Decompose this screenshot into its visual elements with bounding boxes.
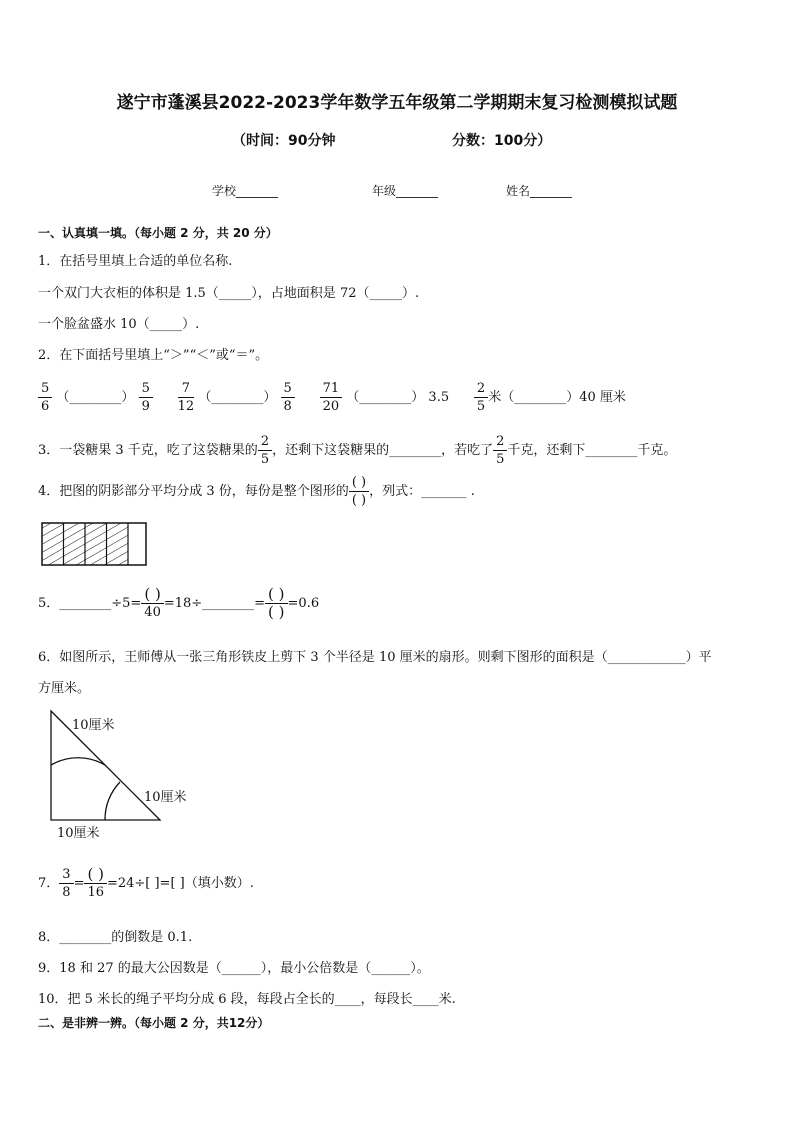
decimal-value: 3.5: [428, 390, 450, 405]
fraction: $\frac{71}{20}$: [320, 380, 343, 415]
fraction: $\frac{2}{5}$: [474, 380, 488, 415]
q7: 7． $\frac{3}{8}$ = $\frac{( )}{16}$ =24÷[ ]=[ ]（填小数）.: [38, 865, 254, 900]
fraction: $\frac{( )}{40}$: [141, 586, 163, 621]
q6-line2: 方厘米。: [38, 681, 91, 696]
q4: 4．把图的阴影部分平均分成 3 份，每份是整个图形的 $\frac{( )}{( )}$ ，列式：_______ .: [38, 475, 475, 508]
q1-stem: 1．在括号里填上合适的单位名称.: [38, 254, 233, 269]
q9: 9．18 和 27 的最大公因数是（______），最小公倍数是（______）。: [38, 961, 430, 976]
fraction: $\frac{2}{5}$: [493, 433, 507, 468]
answer-blank: （________）: [56, 390, 135, 405]
answer-blank: （________）: [346, 390, 425, 405]
fraction: $\frac{5}{6}$: [38, 380, 52, 415]
fraction-blank: $\frac{( )}{( )}$: [349, 474, 369, 509]
fraction: $\frac{( )}{16}$: [84, 866, 106, 901]
exam-score: 分数：100分）: [452, 133, 552, 149]
grade-field: 年级_______: [372, 184, 439, 198]
name-field: 姓名_______: [506, 184, 573, 198]
q2-comparisons: [38, 380, 626, 415]
school-field: 学校_______: [212, 184, 279, 198]
page-title: 遂宁市蓬溪县2022-2023学年数学五年级第二学期期末复习检测模拟试题: [116, 93, 678, 113]
fraction-blank: $\frac{( )}{( )}$: [265, 586, 287, 621]
q10: 10．把 5 米长的绳子平均分成 6 段，每段占全长的____，每段长____米.: [38, 992, 456, 1007]
fraction: $\frac{3}{8}$: [59, 866, 73, 901]
q2-stem: 2．在下面括号里填上“＞”“＜”或“＝”。: [38, 348, 269, 363]
q1-line1: 一个双门大衣柜的体积是 1.5（_____），占地面积是 72（_____）.: [38, 286, 420, 301]
q1-line2: 一个脸盆盛水 10（_____）.: [38, 317, 200, 332]
q3: 3．一袋糖果 3 千克，吃了这袋糖果的 $\frac{2}{5}$ ，还剩下这袋糖果的________，若吃了 $\frac{2}{5}$ 千克，还剩下________千克。: [38, 434, 677, 467]
q8: 8．________的倒数是 0.1.: [38, 930, 193, 945]
q6-line1: 6．如图所示，王师傅从一张三角形铁皮上剪下 3 个半径是 10 厘米的扇形。则剩下图形的面积是（____________）平: [38, 650, 712, 665]
fraction: $\frac{7}{12}$: [177, 381, 195, 414]
triangle-sectors-figure: [40, 706, 200, 840]
section-1-heading: 一、认真填一填。（每小题 2 分，共 20 分）: [38, 226, 278, 240]
answer-blank: （________）: [198, 390, 277, 405]
fraction: $\frac{5}{9}$: [139, 380, 153, 415]
section-2-heading: 二、是非辨一辨。（每小题 2 分，共12分）: [38, 1016, 270, 1030]
label-bottom: 10厘米: [57, 826, 100, 841]
answer-blank: （________）: [501, 390, 580, 405]
q5: 5．________÷5= $\frac{( )}{40}$ =18÷________= $\frac{( )}{( )}$ =0.6: [38, 585, 320, 621]
unit: 米: [488, 390, 502, 405]
fraction: $\frac{5}{8}$: [281, 380, 295, 415]
fraction: $\frac{2}{5}$: [258, 433, 272, 468]
shaded-rectangle-figure: [40, 521, 148, 567]
label-right: 10厘米: [144, 790, 187, 805]
value: 40 厘米: [579, 390, 626, 405]
label-top: 10厘米: [72, 718, 115, 733]
exam-time: （时间：90分钟: [232, 133, 336, 149]
